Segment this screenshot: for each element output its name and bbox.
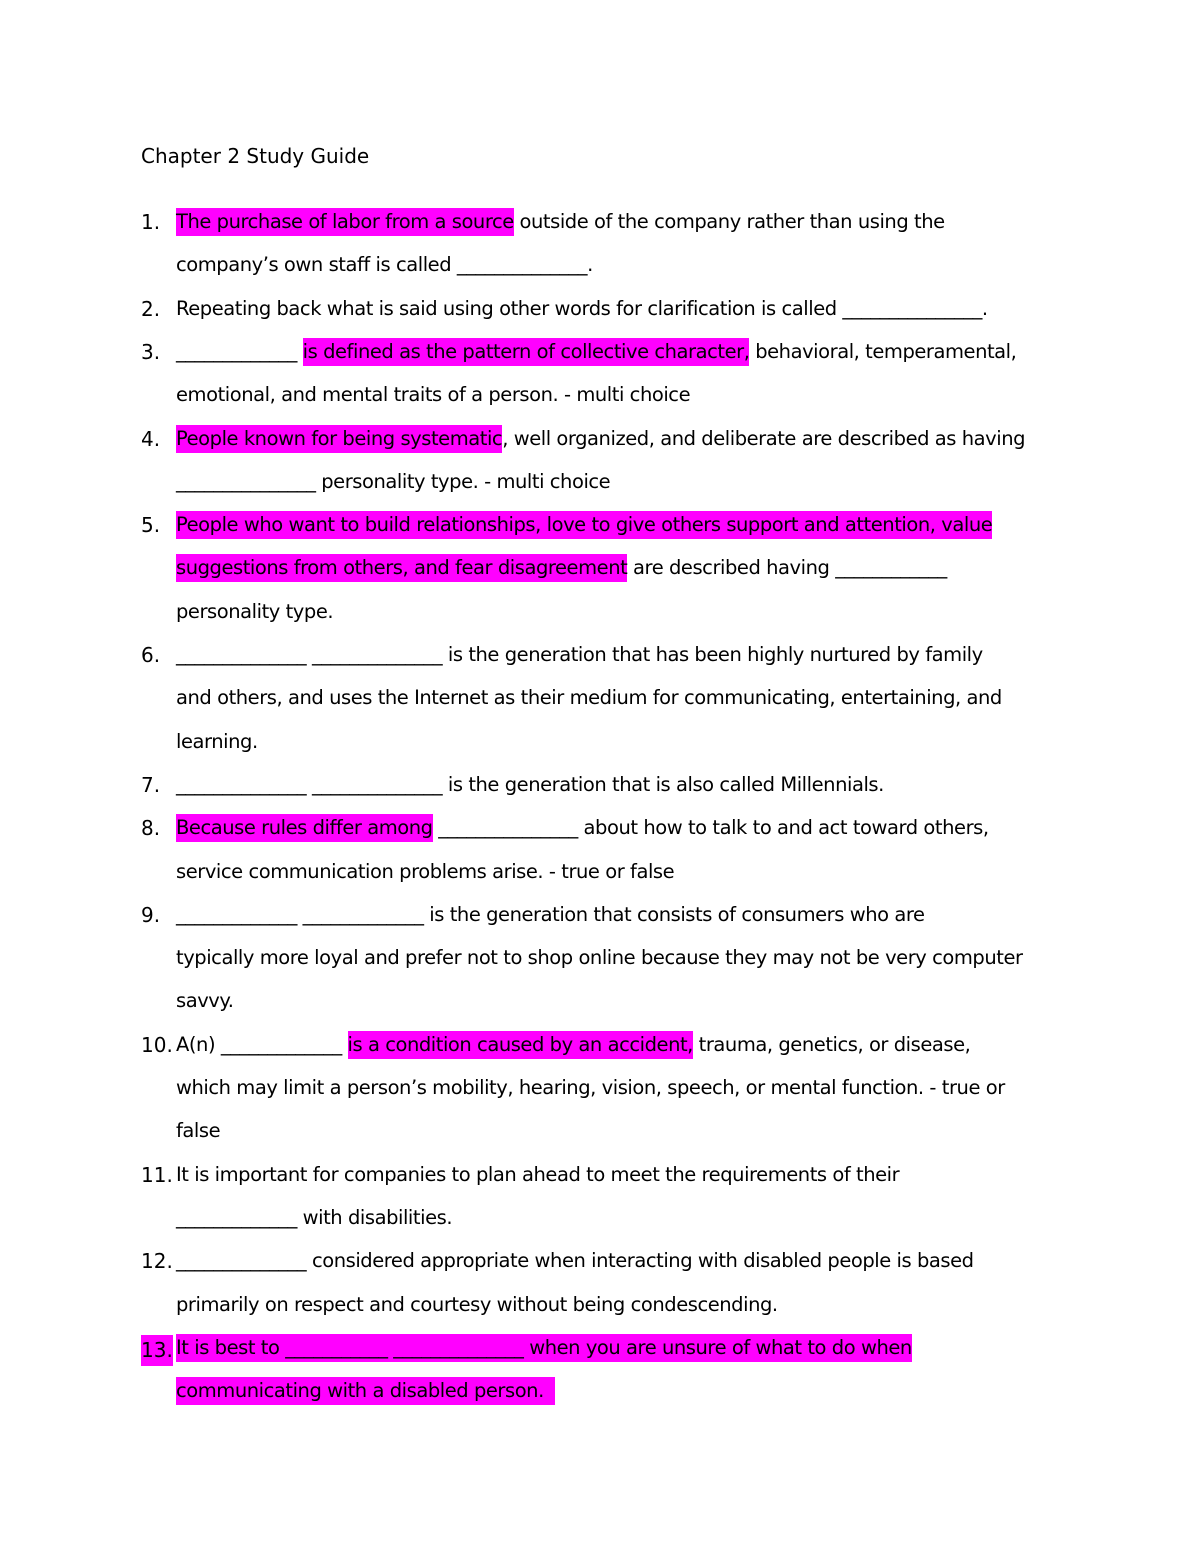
question-text-line [176,1205,452,1231]
question-text: false [176,1119,221,1143]
question-text-line [176,555,947,581]
question-text-line [176,772,884,798]
question-number: 4. [141,426,161,451]
question-text: behavioral, temperamental, [749,339,1017,363]
question-text: savvy. [176,989,234,1013]
question-text-line [176,382,690,408]
question-text: trauma, genetics, or disease, [692,1032,971,1056]
question-text: Repeating back what is said using other words for clarification is called _______________. [176,296,988,320]
question-text-line [176,729,258,755]
question-text-line [176,512,992,538]
question-text: _____________ with disabilities. [176,1205,453,1229]
question-number: 7. [141,772,161,797]
question-text-line [176,296,988,322]
question-number: 2. [141,296,161,321]
question-text: _______________ personality type. - multi choice [176,469,611,493]
question-text: primarily on respect and courtesy without being condescending. [176,1292,778,1316]
highlighted-text: People known for being systematic [176,425,502,453]
question-text-line [176,339,1016,365]
question-text-line [176,1292,778,1318]
highlighted-text: The purchase of labor from a source [176,208,514,236]
question-text: and others, and uses the Internet as their medium for communicating, entertaining, and [176,686,1002,710]
question-text: service communication problems arise. - true or false [176,859,675,883]
question-number: 12. [141,1249,173,1274]
highlighted-text: communicating with a disabled person. [176,1377,555,1405]
question-text: typically more loyal and prefer not to shop online because they may not be very computer [176,946,1023,970]
question-text: A(n) _____________ [176,1032,348,1056]
question-text: outside of the company rather than using the [513,210,945,233]
highlighted-text: Because rules differ among [176,814,433,842]
highlighted-text: is defined as the pattern of collective character, [303,338,750,366]
question-text-line [176,1248,974,1274]
question-number: 1. [141,210,161,234]
question-text-line [176,685,1002,711]
question-text: ______________ ______________ is the generation that has been highly nurtured by family [176,643,983,666]
question-number: 5. [141,513,161,538]
question-text-line [176,1075,1005,1101]
question-text: personality type. [176,599,334,623]
highlighted-text: People who want to build relationships, love to give others support and attention, value [176,511,992,539]
question-text-line [176,1118,220,1144]
question-number: 9. [141,902,161,927]
highlighted-text: It is best to ___________ ______________ when you are unsure of what to do when [176,1334,912,1362]
page-title: Chapter 2 Study Guide [141,144,370,168]
question-text-line [176,1162,899,1188]
question-text-line [176,902,925,928]
question-text-line [176,859,674,885]
question-text-line [176,988,233,1014]
question-text: are described having ____________ [627,556,947,580]
question-number: 3. [141,339,161,364]
question-number: 11. [141,1162,173,1187]
highlighted-text: suggestions from others, and fear disagreement [176,554,627,582]
question-text: _____________ [176,339,303,363]
question-text-line [176,209,945,235]
question-text-line [176,252,593,278]
question-text: ______________ ______________ is the generation that is also called Millennials. [176,772,884,796]
question-text-line [176,815,989,841]
question-text: It is important for companies to plan ahead to meet the requirements of their [176,1162,900,1186]
question-text: _____________ _____________ is the generation that consists of consumers who are [176,902,925,926]
question-number: 6. [141,643,161,667]
question-number: 8. [141,816,161,841]
question-text: learning. [176,729,258,753]
question-text-line [176,945,1023,971]
question-text-line [176,599,333,625]
question-text: company’s own staff is called ______________. [176,253,593,277]
question-text: , well organized, and deliberate are described as having [502,426,1026,450]
question-number: 10. [141,1032,173,1057]
question-text: emotional, and mental traits of a person. - multi choice [176,383,691,407]
highlighted-text: is a condition caused by an accident, [348,1031,693,1059]
question-number: 13. [141,1335,173,1366]
question-text: which may limit a person’s mobility, hearing, vision, speech, or mental function. - true or [176,1076,1005,1099]
question-text-line [176,1032,970,1058]
question-text-line [176,642,983,668]
question-text-line [176,1335,912,1361]
question-text-line [176,426,1025,452]
question-text: ______________ considered appropriate when interacting with disabled people is based [176,1249,974,1273]
question-text-line [176,1378,555,1404]
question-text: _______________ about how to talk to and act toward others, [432,816,989,840]
question-text-line [176,469,610,495]
